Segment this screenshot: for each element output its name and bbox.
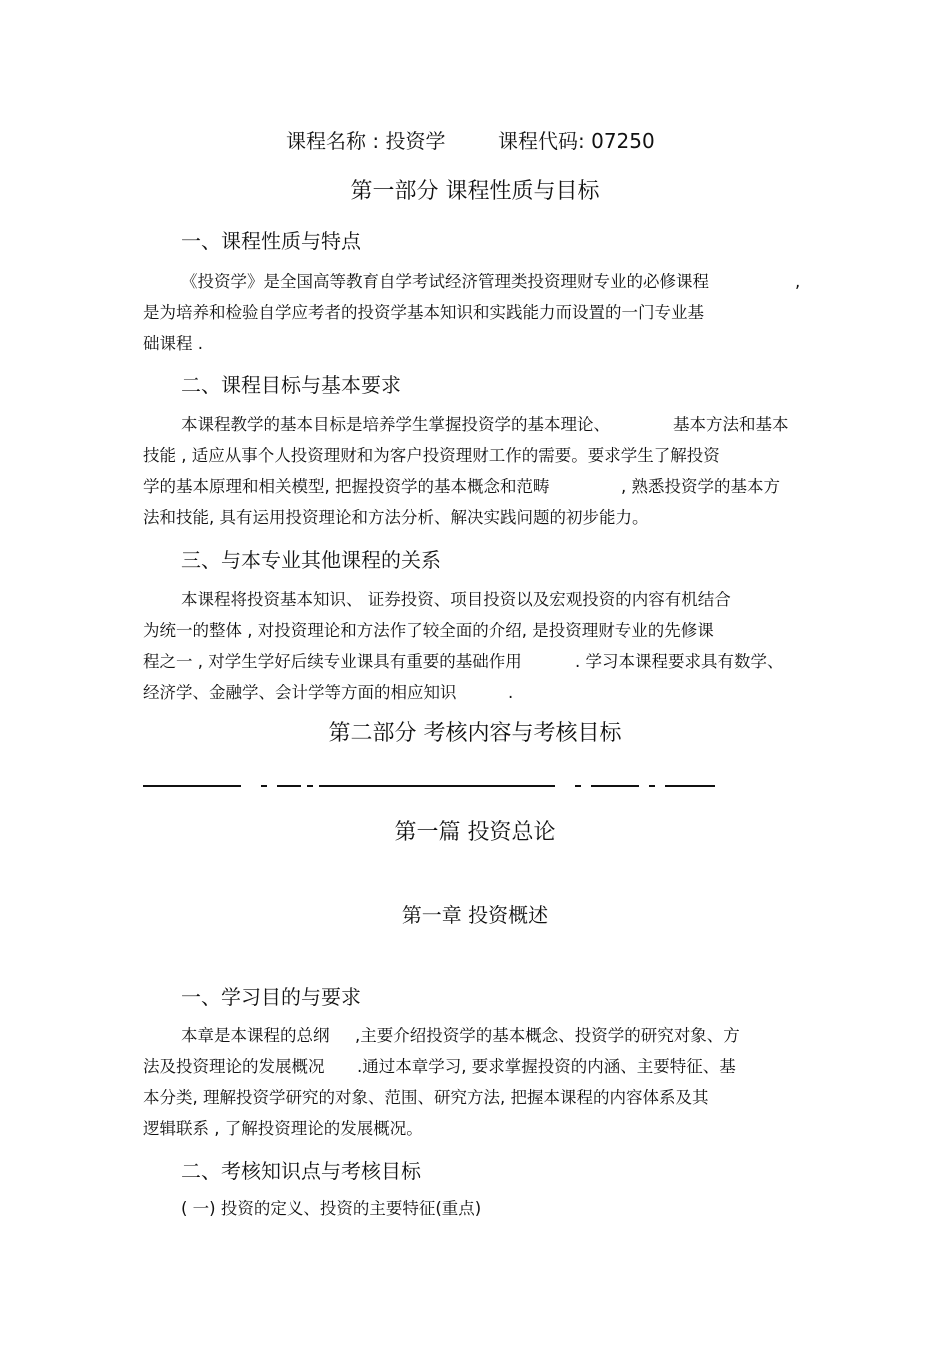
- course-code: 课程代码: 07250: [498, 129, 655, 153]
- section3-line: .: [508, 683, 514, 702]
- section3-heading: 三、与本专业其他课程的关系: [181, 548, 441, 572]
- section3-line: 本课程将投资基本知识、 证券投资、项目投资以及宏观投资的内容有机结合: [181, 590, 731, 609]
- section3-line: 经济学、金融学、会计学等方面的相应知识: [143, 683, 457, 702]
- section3-line: . 学习本课程要求具有数学、: [575, 652, 784, 671]
- chapter-section1-line: 本分类, 理解投资学研究的对象、范围、研究方法, 把握本课程的内容体系及其: [143, 1088, 709, 1107]
- section1-line: 础课程 .: [143, 334, 203, 353]
- section2-line: 基本方法和基本: [673, 415, 789, 434]
- chapter-section1-line: .通过本章学习, 要求掌握投资的内涵、主要特征、基: [357, 1057, 736, 1076]
- section3-line: 为统一的整体 , 对投资理论和方法作了较全面的介绍, 是投资理财专业的先修课: [143, 621, 714, 640]
- chapter-section1-line: 本章是本课程的总纲: [181, 1026, 330, 1045]
- course-name: 课程名称 : 投资学: [286, 129, 446, 153]
- chapter-title: 第一章 投资概述: [401, 903, 549, 927]
- section2-line: 法和技能, 具有运用投资理论和方法分析、解决实践问题的初步能力。: [143, 508, 649, 527]
- part2-title: 第二部分 考核内容与考核目标: [328, 721, 622, 746]
- section2-line: , 熟悉投资学的基本方: [621, 477, 780, 496]
- part1-title: 第一部分 课程性质与目标: [350, 179, 600, 204]
- section2-line: 技能 , 适应从事个人投资理财和为客户投资理财工作的需要。要求学生了解投资: [143, 446, 720, 465]
- chapter-section1-line: ,主要介绍投资学的基本概念、投资学的研究对象、方: [355, 1026, 740, 1045]
- section2-line: 学的基本原理和相关模型, 把握投资学的基本概念和范畴: [143, 477, 550, 496]
- section1-line: ,: [795, 272, 801, 291]
- section3-line: 程之一 , 对学生学好后续专业课具有重要的基础作用: [143, 652, 522, 671]
- section1-line: 《投资学》是全国高等教育自学考试经济管理类投资理财专业的必修课程: [181, 272, 709, 291]
- separator-rule: [143, 785, 718, 789]
- section2-heading: 二、课程目标与基本要求: [181, 373, 401, 397]
- section1-line: 是为培养和检验自学应考者的投资学基本知识和实践能力而设置的一门专业基: [143, 303, 704, 322]
- chapter-group-title: 第一篇 投资总论: [394, 820, 556, 845]
- chapter-section2-heading: 二、考核知识点与考核目标: [181, 1159, 421, 1183]
- chapter-section1-line: 逻辑联系 , 了解投资理论的发展概况。: [143, 1119, 423, 1138]
- chapter-section1-heading: 一、学习目的与要求: [181, 985, 361, 1009]
- section2-line: 本课程教学的基本目标是培养学生掌握投资学的基本理论、: [181, 415, 610, 434]
- section1-heading: 一、课程性质与特点: [181, 229, 361, 253]
- knowledge-point-item: ( 一) 投资的定义、投资的主要特征(重点): [181, 1199, 482, 1218]
- chapter-section1-line: 法及投资理论的发展概况: [143, 1057, 325, 1076]
